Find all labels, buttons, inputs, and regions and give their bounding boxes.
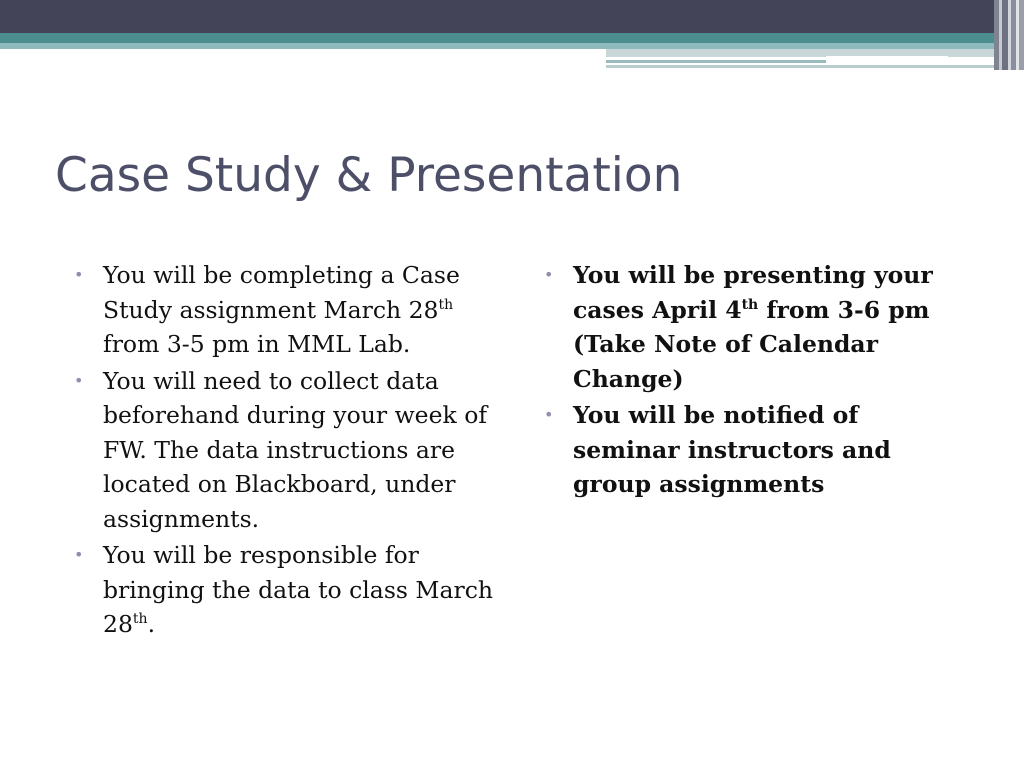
header-band-teal bbox=[0, 33, 1024, 43]
list-item bbox=[74, 364, 494, 537]
ordinal-suffix: th bbox=[741, 296, 759, 313]
left-bullet-list bbox=[74, 258, 494, 644]
ordinal-suffix: th bbox=[132, 611, 148, 627]
list-item bbox=[544, 398, 964, 502]
bullet-text: You will be responsible for bringing the data to class March 28 bbox=[103, 541, 494, 638]
bullet-icon: • bbox=[544, 265, 554, 284]
slide-title: Case Study & Presentation bbox=[55, 148, 683, 203]
bullet-icon: • bbox=[74, 545, 84, 564]
header-accent-line bbox=[826, 56, 948, 58]
bullet-text: You will be notified of seminar instructors and group assignments bbox=[573, 401, 891, 498]
bullet-text: You will need to collect data beforehand during your week of FW. The data instructions are located on Blackboard, under assignments. bbox=[103, 366, 488, 533]
bullet-text: You will be completing a Case Study assignment March 28 bbox=[103, 261, 460, 324]
right-bullet-list bbox=[544, 258, 964, 504]
header-vertical-stripes bbox=[994, 0, 1024, 70]
bullet-text: from 3-6 pm (Take Note of Calendar Change) bbox=[573, 295, 930, 393]
header-band-dark bbox=[0, 0, 1024, 33]
list-item bbox=[74, 538, 494, 642]
bullet-icon: • bbox=[544, 405, 554, 424]
header-accent-line bbox=[606, 60, 826, 63]
header-band-gray bbox=[606, 49, 1024, 57]
ordinal-suffix: th bbox=[438, 296, 454, 313]
bullet-icon: • bbox=[74, 265, 84, 284]
list-item bbox=[544, 258, 964, 396]
bullet-text: . bbox=[147, 610, 156, 638]
header-accent-line bbox=[606, 65, 1024, 68]
bullet-text: from 3-5 pm in MML Lab. bbox=[103, 330, 411, 358]
bullet-text: You will be presenting your cases April 4 bbox=[573, 261, 933, 324]
bullet-icon: • bbox=[74, 370, 84, 390]
list-item bbox=[74, 258, 494, 362]
